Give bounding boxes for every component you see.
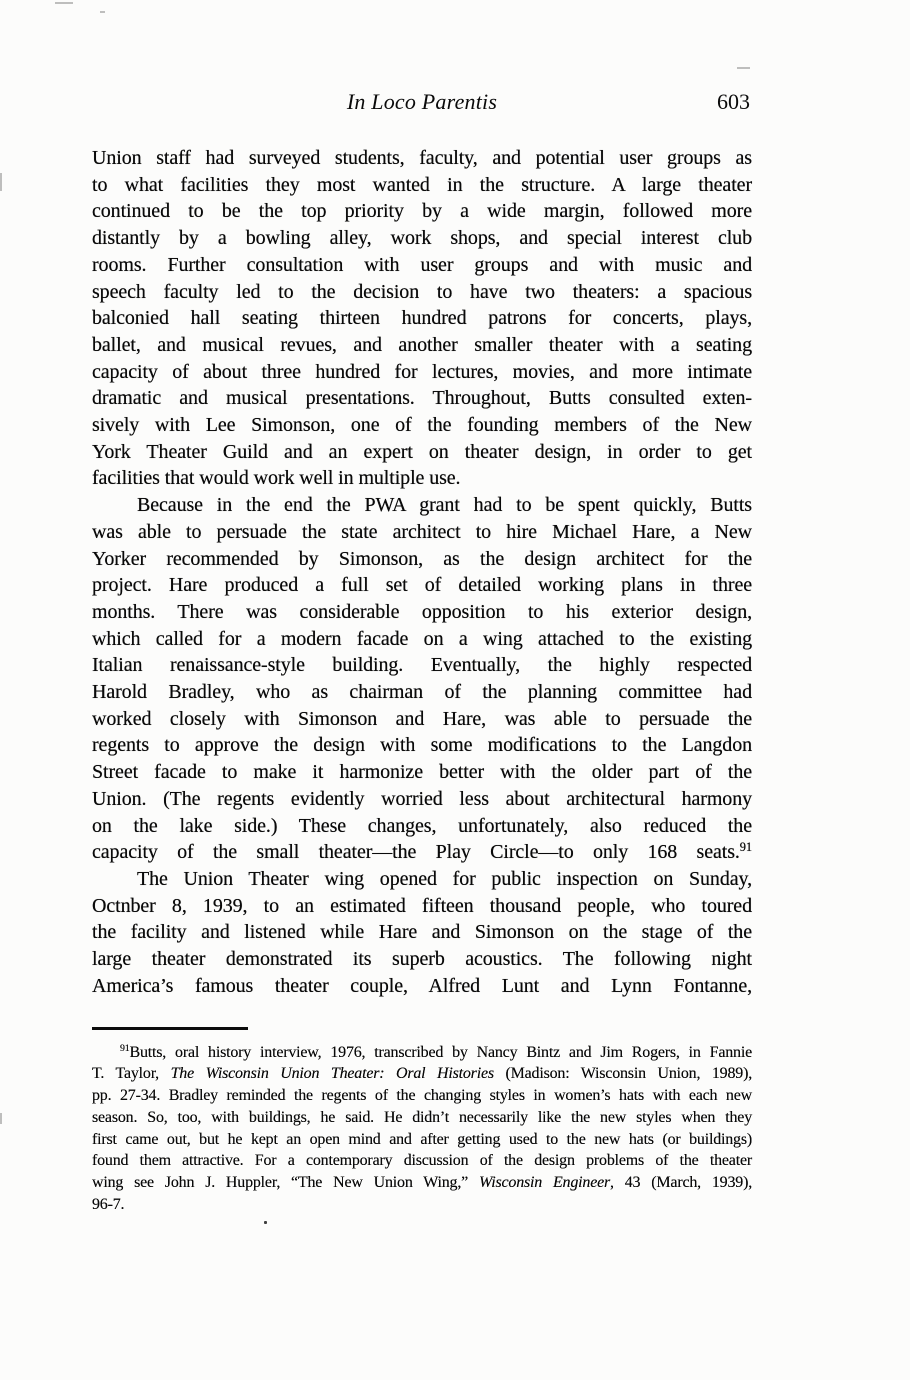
text-line: America’s famous theater couple, Alfred Lunt and Lynn Fontanne,: [92, 974, 752, 997]
body-text: [92, 145, 752, 1000]
text-line: balconied hall seating thirteen hundred patrons for concerts, plays,: [92, 307, 752, 330]
text-line: regents to approve the design with some modifications to the Langdon: [92, 734, 752, 757]
text-line: season. So, too, with buildings, he said. He didn’t necessarily like the new styles when they: [92, 1108, 752, 1126]
page-header: [92, 88, 752, 115]
text-line: wing see John J. Huppler, “The New Union Wing,” Wisconsin Engineer, 43 (March, 1939),: [92, 1174, 752, 1192]
ink-dot-artifact: [264, 1221, 267, 1224]
text-line: Because in the end the PWA grant had to be spent quickly, Butts: [137, 494, 752, 517]
text-line: ballet, and musical revues, and another smaller theater with a seating: [92, 333, 752, 356]
text-line: continued to be the top priority by a wide margin, followed more: [92, 200, 752, 223]
text-line: Harold Bradley, who as chairman of the planning committee had: [92, 681, 752, 704]
text-line: pp. 27-34. Bradley reminded the regents of the changing styles in women’s hats with each new: [92, 1087, 752, 1105]
text-line: The Union Theater wing opened for public inspection on Sunday,: [137, 867, 752, 890]
scan-artifact: [737, 67, 750, 69]
text-line: months. There was considerable opposition to his exterior design,: [92, 600, 752, 623]
text-line: large theater demonstrated its superb acoustics. The following night: [92, 948, 752, 971]
text-line: Octnber 8, 1939, to an estimated fifteen thousand people, who toured: [92, 894, 752, 917]
scan-artifact: [0, 173, 2, 191]
footnote-separator: [92, 1027, 248, 1030]
text-line: distantly by a bowling alley, work shops, and special interest club: [92, 227, 752, 250]
text-line: $^{91}$Butts, oral history interview, 1976, transcribed by Nancy Bintz and Jim Rogers, in Fannie: [120, 1043, 752, 1061]
text-line: was able to persuade the state architect to hire Michael Hare, a New: [92, 520, 752, 543]
text-line: which called for a modern facade on a wing attached to the existing: [92, 627, 752, 650]
text-line: rooms. Further consultation with user groups and with music and: [92, 253, 752, 276]
text-line: worked closely with Simonson and Hare, was able to persuade the: [92, 707, 752, 730]
text-line: on the lake side.) These changes, unfortunately, also reduced the: [92, 814, 752, 837]
text-line: dramatic and musical presentations. Throughout, Butts consulted exten-: [92, 387, 752, 410]
text-line: sively with Lee Simonson, one of the founding members of the New: [92, 414, 752, 437]
text-line: capacity of the small theater—the Play Circle—to only 168 seats.$^{91}$: [92, 840, 752, 864]
running-title: In Loco Parentis: [346, 89, 498, 114]
text-column: [92, 88, 752, 1216]
footnote-text: [92, 1042, 752, 1216]
text-line: Union staff had surveyed students, faculty, and potential user groups as: [92, 147, 752, 169]
text-line: capacity of about three hundred for lectures, movies, and more intimate: [92, 360, 752, 383]
text-line: T. Taylor, The Wisconsin Union Theater: Oral Histories (Madison: Wisconsin Union, 1989),: [92, 1065, 753, 1083]
text-line: the facility and listened while Hare and Simonson on the stage of the: [92, 921, 752, 944]
text-line: Union. (The regents evidently worried less about architectural harmony: [92, 787, 752, 810]
text-line: project. Hare produced a full set of detailed working plans in three: [92, 574, 752, 597]
text-line: Italian renaissance-style building. Eventually, the highly respected: [92, 654, 752, 677]
text-line: York Theater Guild and an expert on theater design, in order to get: [92, 440, 752, 463]
text-line: first came out, but he kept an open mind and after getting used to the new hats (or buildings): [92, 1130, 752, 1148]
scan-artifact: [55, 2, 73, 4]
text-line: 96-7.: [92, 1196, 125, 1214]
text-line: facilities that would work well in multiple use.: [92, 467, 461, 490]
scan-artifact: [0, 1113, 2, 1124]
page-number: 603: [717, 89, 750, 114]
text-line: speech faculty led to the decision to have two theaters: a spacious: [92, 280, 752, 303]
text-line: found them attractive. For a contemporary discussion of the design problems of the theater: [92, 1152, 752, 1170]
scan-artifact: [100, 11, 105, 13]
text-line: Yorker recommended by Simonson, as the design architect for the: [92, 547, 752, 570]
text-line: to what facilities they most wanted in the structure. A large theater: [92, 173, 752, 196]
text-line: Street facade to make it harmonize better with the older part of the: [92, 761, 752, 784]
